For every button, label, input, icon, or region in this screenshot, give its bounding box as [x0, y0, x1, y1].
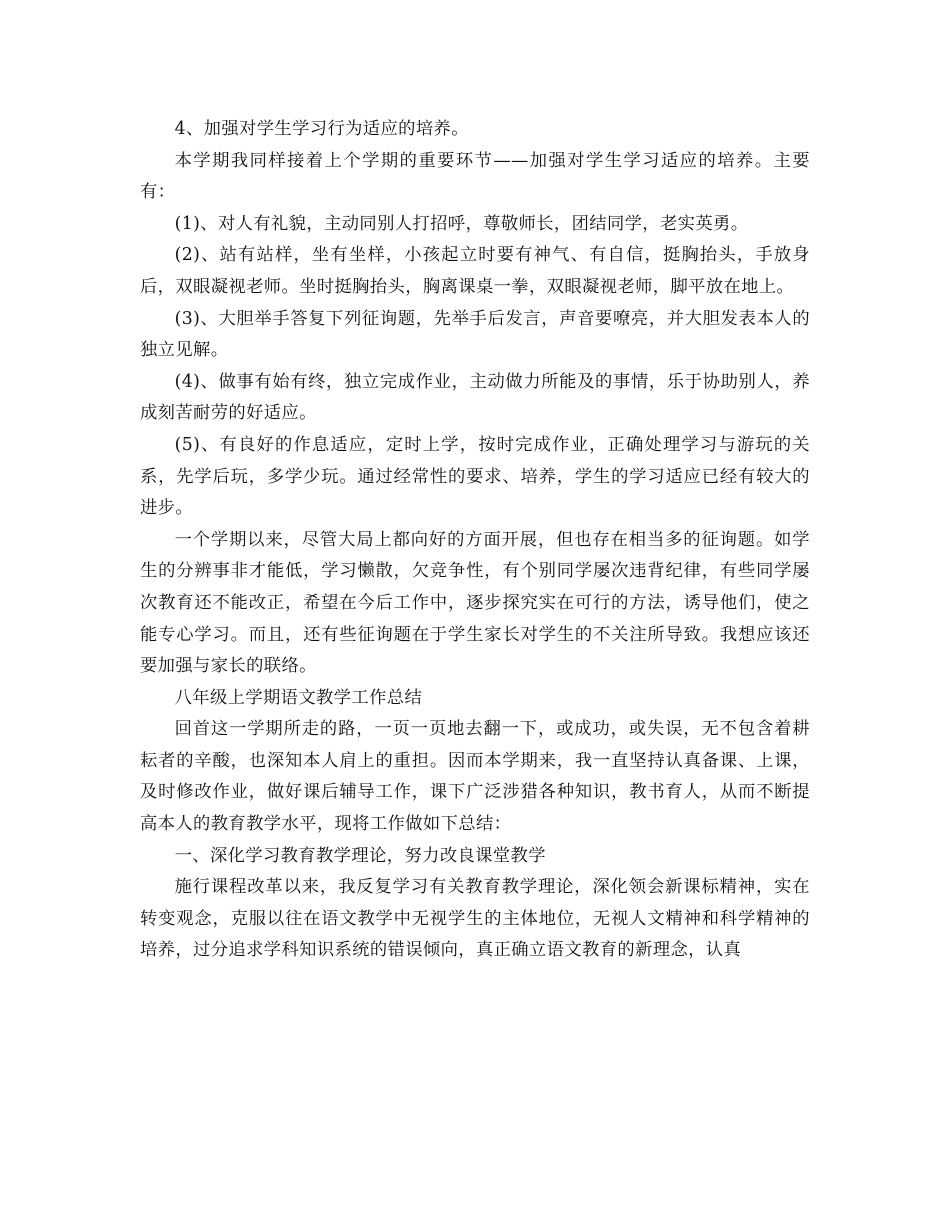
section-title: 八年级上学期语文教学工作总结	[174, 687, 423, 708]
paragraph-item-2: (2)、站有站样，坐有坐样，小孩起立时要有神气、有自信，挺胸抬头，手放身后，双眼凝视老师。坐时挺胸抬头，胸离课桌一拳，双眼凝视老师，脚平放在地上。	[140, 245, 810, 297]
paragraph-intro: 本学期我同样接着上个学期的重要环节——加强对学生学习适应的培养。主要有：	[140, 150, 810, 203]
paragraph-reflection: 一个学期以来，尽管大局上都向好的方面开展，但也存在相当多的征询题。如学生的分辨事非才能低，学习懒散，欠竞争性，有个别同学屡次违背纪律，有些同学屡次教育还不能改正，希望在今后工作中，逐步探究实在可行的方法，诱导他们，使之能专心学习。而且，还有些征询题在于学生家长对学生的不关注所导致。我想应该还要加强与家长的联络。	[140, 529, 810, 677]
paragraph-item-4: (4)、做事有始有终，独立完成作业，主动做力所能及的事情，乐于协助别人，养成刻苦耐劳的好适应。	[140, 371, 810, 424]
document-body	[140, 114, 810, 967]
paragraph-curriculum-reform: 施行课程改革以来，我反复学习有关教育教学理论，深化领会新课标精神，实在转变观念，克服以往在语文教学中无视学生的主体地位，无视人文精神和科学精神的培养，过分追求学科知识系统的错误倾向，真正确立语文教育的新理念，认真	[140, 877, 810, 961]
paragraph-item-1: (1)、对人有礼貌，主动同别人打招呼，尊敬师长，团结同学，老实英勇。	[174, 213, 749, 234]
subsection-heading-1: 一、深化学习教育教学理论，努力改良课堂教学	[174, 845, 546, 866]
paragraph-section-4-heading: 4、加强对学生学习行为适应的培养。	[174, 119, 469, 139]
paragraph-summary-intro: 回首这一学期所走的路，一页一页地去翻一下，或成功，或失误，无不包含着耕耘者的辛酸，也深知本人肩上的重担。因而本学期来，我一直坚持认真备课、上课，及时修改作业，做好课后辅导工作，课下广泛涉猎各种知识，教书育人，从而不断提高本人的教育教学水平，现将工作做如下总结：	[140, 719, 810, 835]
paragraph-item-3: (3)、大胆举手答复下列征询题，先举手后发言，声音要嘹亮，并大胆发表本人的独立见解。	[140, 308, 810, 361]
paragraph-item-5: (5)、有良好的作息适应，定时上学，按时完成作业，正确处理学习与游玩的关系，先学后玩，多学少玩。通过经常性的要求、培养，学生的学习适应已经有较大的进步。	[140, 434, 810, 519]
